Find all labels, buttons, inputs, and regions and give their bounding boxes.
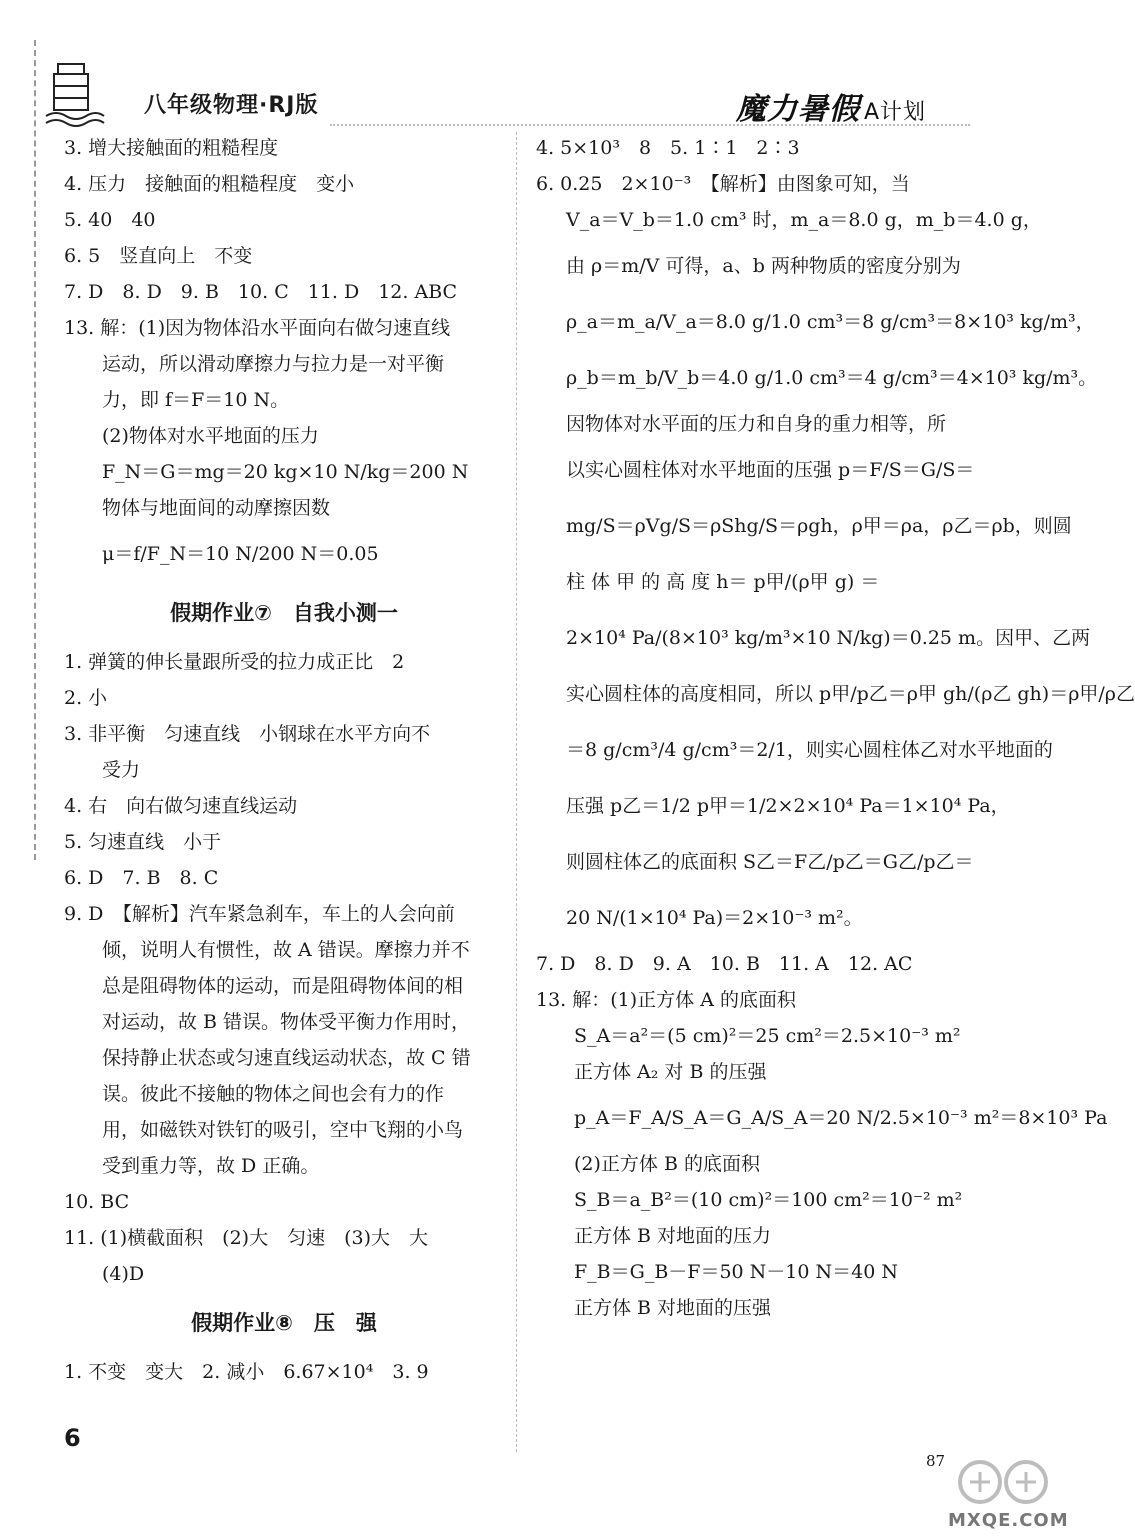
formula-line: 压强 p乙＝1/2 p甲＝1/2×2×10⁴ Pa＝1×10⁴ Pa，: [566, 795, 1010, 817]
answer-line: 用，如磁铁对铁钉的吸引，空中飞翔的小鸟: [102, 1119, 464, 1141]
formula-line: S_A＝a²＝(5 cm)²＝25 cm²＝2.5×10⁻³ m²: [574, 1025, 961, 1047]
right-column: [536, 130, 1135, 1326]
answer-line: 4. 压力 接触面的粗糙程度 变小: [64, 173, 355, 195]
answer-line: 1. 弹簧的伸长量跟所受的拉力成正比 2: [64, 651, 405, 673]
answer-line: 受力: [102, 759, 141, 781]
formula-line: 由 ρ＝m/V 可得，a、b 两种物质的密度分别为: [566, 255, 961, 277]
section-heading-8: 假期作业⑧ 压 强: [191, 1311, 377, 1335]
formula-line: 实心圆柱体的高度相同，所以 p甲/p乙＝ρ甲 gh/(ρ乙 gh)＝ρ甲/ρ乙: [566, 683, 1135, 705]
answer-line: 5. 40 40: [64, 209, 156, 231]
answer-line: 正方体 B 对地面的压力: [574, 1225, 772, 1247]
answer-line: 13. 解：(1)正方体 A 的底面积: [536, 989, 796, 1011]
answer-line: 受到重力等，故 D 正确。: [102, 1155, 320, 1177]
formula-line: mg/S＝ρVg/S＝ρShg/S＝ρgh，ρ甲＝ρa，ρ乙＝ρb，则圆: [566, 515, 1072, 537]
answer-line: 6. 0.25 2×10⁻³ 【解析】由图象可知，当: [536, 173, 910, 195]
corner-mark: 6: [64, 1424, 81, 1452]
answer-line: 1. 不变 变大 2. 减小 6.67×10⁴ 3. 9: [64, 1361, 429, 1383]
lighthouse-icon: [44, 60, 104, 126]
answer-line: 保持静止状态或匀速直线运动状态，故 C 错: [102, 1047, 471, 1069]
formula-line: 则圆柱体乙的底面积 S乙＝F乙/p乙＝G乙/p乙＝: [566, 851, 974, 873]
answer-line: (2)物体对水平地面的压力: [102, 425, 319, 447]
answer-line: 4. 右 向右做匀速直线运动: [64, 795, 298, 817]
page-number: 87: [926, 1452, 946, 1470]
formula-line: S_B＝a_B²＝(10 cm)²＝100 cm²＝10⁻² m²: [574, 1189, 963, 1211]
answer-line: 4. 5×10³ 8 5. 1∶1 2∶3: [536, 137, 800, 159]
book-title: 八年级物理·RJ版: [144, 93, 319, 118]
answer-line: 对运动，故 B 错误。物体受平衡力作用时，: [102, 1011, 471, 1033]
answer-line: 10. BC: [64, 1191, 130, 1213]
formula-line: 柱 体 甲 的 高 度 h＝ p甲/(ρ甲 g) ＝: [566, 571, 880, 593]
answer-line: 13. 解：(1)因为物体沿水平面向右做匀速直线: [64, 317, 451, 339]
answer-line: 倾，说明人有惯性，故 A 错误。摩擦力并不: [102, 939, 470, 961]
answer-line: 3. 非平衡 匀速直线 小钢球在水平方向不: [64, 723, 431, 745]
formula-line: F_N＝G＝mg＝20 kg×10 N/kg＝200 N: [102, 461, 469, 483]
answer-line: 7. D 8. D 9. B 10. C 11. D 12. ABC: [64, 281, 458, 303]
binding-margin-line: [34, 40, 36, 860]
answer-line: 7. D 8. D 9. A 10. B 11. A 12. AC: [536, 953, 913, 975]
formula-line: ρ_b＝m_b/V_b＝4.0 g/1.0 cm³＝4 g/cm³＝4×10³ kg/m³。: [566, 367, 1098, 389]
watermark-url: MXQE.COM: [948, 1510, 1069, 1531]
answer-line: 6. D 7. B 8. C: [64, 867, 219, 889]
answer-line: (2)正方体 B 的底面积: [574, 1153, 760, 1175]
answer-line: 因物体对水平面的压力和自身的重力相等，所: [566, 413, 947, 435]
answer-line: 11. (1)横截面积 (2)大 匀速 (3)大 大: [64, 1227, 428, 1249]
formula-line: V_a＝V_b＝1.0 cm³ 时，m_a＝8.0 g，m_b＝4.0 g，: [566, 209, 1042, 231]
answer-line: 9. D 【解析】汽车紧急刹车，车上的人会向前: [64, 903, 455, 925]
left-column: [64, 130, 504, 1390]
answer-line: 运动，所以滑动摩擦力与拉力是一对平衡: [102, 353, 445, 375]
answer-line: 6. 5 竖直向上 不变: [64, 245, 253, 267]
formula-line: p_A＝F_A/S_A＝G_A/S_A＝20 N/2.5×10⁻³ m²＝8×10³ Pa: [574, 1107, 1108, 1129]
answer-line: 5. 匀速直线 小于: [64, 831, 222, 853]
answer-line: 力，即 f＝F＝10 N。: [102, 389, 290, 411]
formula-line: ρ_a＝m_a/V_a＝8.0 g/1.0 cm³＝8 g/cm³＝8×10³ kg/m³，: [566, 311, 1095, 333]
section-heading-7: 假期作业⑦ 自我小测一: [170, 601, 398, 625]
answer-line: 误。彼此不接触的物体之间也会有力的作: [102, 1083, 445, 1105]
formula-line: F_B＝G_B－F＝50 N－10 N＝40 N: [574, 1261, 898, 1283]
answer-line: 正方体 B 对地面的压强: [574, 1297, 772, 1319]
brand-logo: 魔力暑假 A计划: [736, 92, 927, 127]
header-rule: [330, 124, 970, 126]
formula-line: ＝8 g/cm³/4 g/cm³＝2/1，则实心圆柱体乙对水平地面的: [566, 739, 1053, 761]
answer-line: (4)D: [102, 1263, 145, 1285]
answer-line: 3. 增大接触面的粗糙程度: [64, 137, 279, 159]
formula-line: 以实心圆柱体对水平地面的压强 p＝F/S＝G/S＝: [566, 459, 975, 481]
formula-line: 20 N/(1×10⁴ Pa)＝2×10⁻³ m²。: [566, 907, 863, 929]
column-divider: [516, 132, 517, 1452]
answer-line: 物体与地面间的动摩擦因数: [102, 497, 331, 519]
formula-line: μ＝f/F_N＝10 N/200 N＝0.05: [102, 543, 379, 565]
answer-line: 正方体 A₂ 对 B 的压强: [574, 1061, 767, 1083]
formula-line: 2×10⁴ Pa/(8×10³ kg/m³×10 N/kg)＝0.25 m。因甲、乙两: [566, 627, 1091, 649]
answer-line: 总是阻碍物体的运动，而是阻碍物体间的相: [102, 975, 464, 997]
answer-line: 2. 小: [64, 687, 108, 709]
